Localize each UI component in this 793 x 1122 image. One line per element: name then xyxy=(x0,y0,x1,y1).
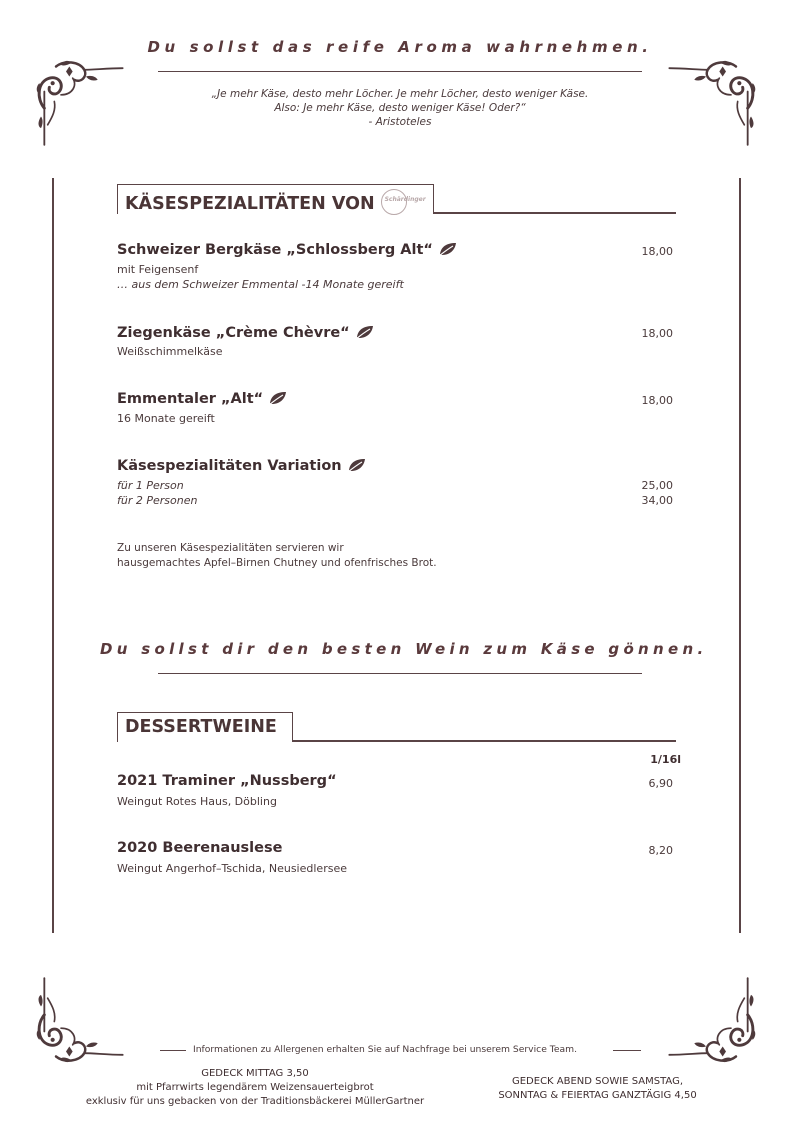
dessert-section-heading xyxy=(117,712,293,742)
footer-divider-left xyxy=(160,1050,186,1051)
cheese-note: Zu unseren Käsespezialitäten servieren wir hausgemachtes Apfel–Birnen Chutney und ofenfrisches Brot. xyxy=(117,542,437,569)
dessert-heading-text: DESSERTWEINE xyxy=(125,717,277,737)
evening-cover-info: GEDECK ABEND SOWIE SAMSTAG, SONNTAG & FEIERTAG GANZTÄGIG 4,50 xyxy=(498,1076,697,1101)
menu-item-price: 18,00 xyxy=(641,327,673,340)
leaf-icon xyxy=(438,241,458,257)
menu-item-description: für 2 Personen xyxy=(117,494,198,507)
right-border-line xyxy=(739,178,741,933)
menu-item-title: Schweizer Bergkäse „Schlossberg Alt“ xyxy=(117,241,458,258)
unit-label: 1/16l xyxy=(650,753,681,766)
menu-item-description: Weißschimmelkäse xyxy=(117,345,223,358)
menu-item-description: Weingut Rotes Haus, Döbling xyxy=(117,795,277,808)
leaf-icon xyxy=(347,457,367,473)
quote-line: „Je mehr Käse, desto mehr Löcher. Je mehr Löcher, desto weniger Käse. xyxy=(211,88,589,100)
left-border-line xyxy=(52,178,54,933)
wine-motto: Du sollst dir den besten Wein zum Käse gönnen. xyxy=(100,640,708,658)
cheese-heading-text: KÄSESPEZIALITÄTEN VON xyxy=(125,194,375,214)
menu-item-description: für 1 Person xyxy=(117,479,184,492)
menu-item-price: 25,00 xyxy=(641,479,673,492)
header-divider xyxy=(158,71,642,72)
menu-item-description: … aus dem Schweizer Emmental -14 Monate gereift xyxy=(117,278,404,291)
menu-item-description: mit Feigensenf xyxy=(117,263,199,276)
menu-item-price: 18,00 xyxy=(641,394,673,407)
menu-item-price: 34,00 xyxy=(641,494,673,507)
corner-ornament-icon xyxy=(36,965,136,1073)
leaf-icon xyxy=(355,324,375,340)
corner-ornament-icon xyxy=(656,965,756,1073)
menu-item-title: Käsespezialitäten Variation xyxy=(117,457,367,474)
leaf-icon xyxy=(268,390,288,406)
menu-item-title: 2021 Traminer „Nussberg“ xyxy=(117,773,337,789)
footer-divider-right xyxy=(613,1050,641,1051)
quote-author: - Aristoteles xyxy=(368,116,432,128)
header-motto: Du sollst das reife Aroma wahrnehmen. xyxy=(147,38,653,56)
brand-logo-icon: Schärdinger xyxy=(381,189,407,215)
allergen-info: Informationen zu Allergenen erhalten Sie auf Nachfrage bei unserem Service Team. xyxy=(193,1044,577,1055)
dessert-section-rule xyxy=(293,740,676,742)
menu-item-price: 18,00 xyxy=(641,245,673,258)
menu-item-title: Emmentaler „Alt“ xyxy=(117,390,288,407)
menu-item-title: 2020 Beerenauslese xyxy=(117,840,283,856)
wine-motto-divider xyxy=(158,673,642,674)
menu-item-description: 16 Monate gereift xyxy=(117,412,215,425)
cheese-section-heading xyxy=(117,184,434,214)
lunch-cover-info: GEDECK MITTAG 3,50 mit Pfarrwirts legendärem Weizensauerteigbrot exklusiv für uns gebacken von der Traditionsbäckerei MüllerGartner xyxy=(85,1068,425,1107)
menu-item-price: 8,20 xyxy=(648,844,673,857)
menu-item-title: Ziegenkäse „Crème Chèvre“ xyxy=(117,324,375,341)
menu-item-price: 6,90 xyxy=(648,777,673,790)
quote xyxy=(120,87,680,129)
cheese-section-rule xyxy=(434,212,676,214)
menu-item-description: Weingut Angerhof–Tschida, Neusiedlersee xyxy=(117,862,347,875)
quote-line: Also: Je mehr Käse, desto weniger Käse! Oder?“ xyxy=(274,102,526,114)
